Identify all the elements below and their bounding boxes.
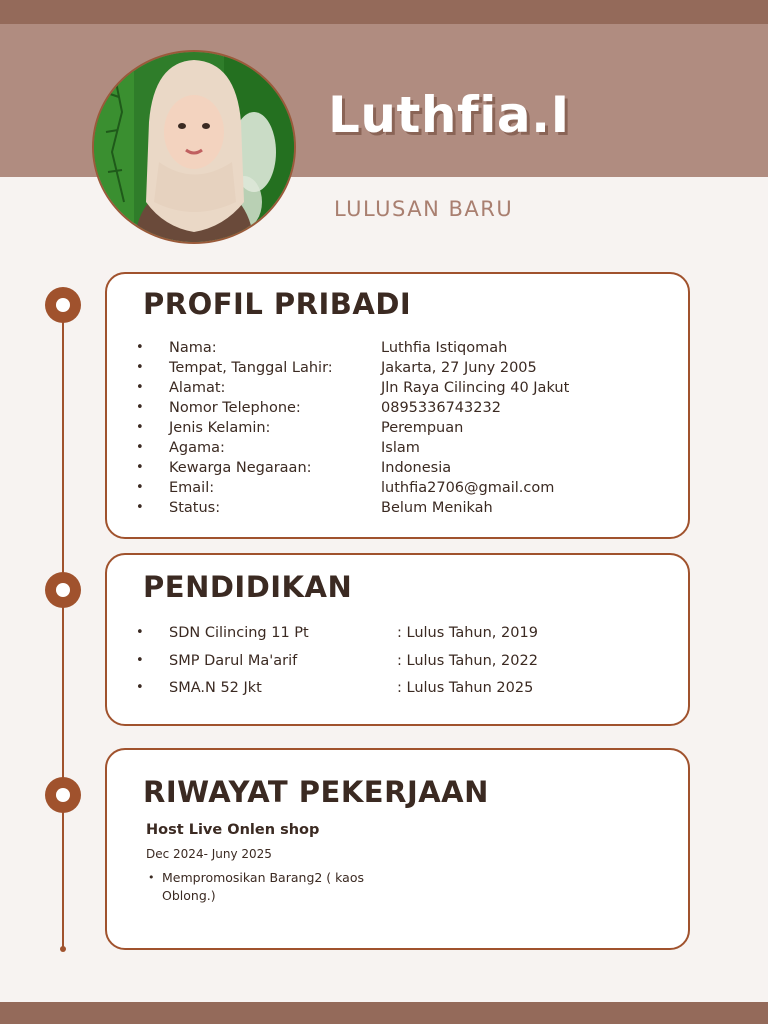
- profile-value: Indonesia: [381, 460, 452, 476]
- profile-label: Agama:: [169, 440, 225, 456]
- profile-label: Nomor Telephone:: [169, 400, 301, 416]
- profile-value: 0895336743232: [381, 400, 501, 416]
- timeline-node-profile: [45, 287, 81, 323]
- profile-value: luthfia2706@gmail.com: [381, 480, 555, 496]
- profile-label: Status:: [169, 500, 221, 516]
- timeline-line: [62, 306, 64, 950]
- timeline-node-work: [45, 777, 81, 813]
- profile-label: Tempat, Tanggal Lahir:: [169, 360, 333, 376]
- profile-value: Belum Menikah: [381, 500, 493, 516]
- profile-label: Alamat:: [169, 380, 226, 396]
- candidate-name: Luthfia.I: [328, 86, 570, 144]
- bottom-decor-strip: [0, 1002, 768, 1024]
- graduation-year: : Lulus Tahun, 2022: [397, 652, 538, 669]
- job-title: Host Live Onlen shop: [146, 822, 320, 838]
- list-item: • Mempromosikan Barang2 ( kaos Oblong.): [146, 869, 386, 905]
- profile-photo: [92, 50, 296, 244]
- profile-value: Luthfia Istiqomah: [381, 340, 508, 356]
- profile-label: Kewarga Negaraan:: [169, 460, 312, 476]
- profile-value: Jakarta, 27 Juny 2005: [381, 360, 537, 376]
- profile-card: [105, 272, 690, 539]
- work-card: [105, 748, 690, 950]
- education-section-title: PENDIDIKAN: [143, 570, 353, 604]
- candidate-subtitle: LULUSAN BARU: [334, 197, 514, 221]
- profile-section-title: PROFIL PRIBADI: [143, 287, 412, 321]
- school-name: SDN Cilincing 11 Pt: [169, 625, 309, 641]
- job-period: Dec 2024- Juny 2025: [146, 847, 272, 861]
- school-name: SMA.N 52 Jkt: [169, 680, 262, 696]
- graduation-year: : Lulus Tahun 2025: [397, 680, 534, 696]
- work-section-title: RIWAYAT PEKERJAAN: [143, 775, 489, 809]
- timeline-end-dot: [60, 946, 66, 952]
- profile-label: Jenis Kelamin:: [169, 420, 271, 436]
- timeline-node-education: [45, 572, 81, 608]
- top-decor-strip: [0, 0, 768, 24]
- profile-value: Jln Raya Cilincing 40 Jakut: [381, 380, 570, 396]
- profile-value: Perempuan: [381, 420, 464, 436]
- profile-label: Email:: [169, 480, 215, 496]
- job-duties-list: [146, 869, 386, 905]
- education-card: [105, 553, 690, 726]
- profile-value: Islam: [381, 440, 420, 456]
- school-name: SMP Darul Ma'arif: [169, 652, 298, 669]
- profile-label: Nama:: [169, 340, 217, 356]
- graduation-year: : Lulus Tahun, 2019: [397, 625, 538, 641]
